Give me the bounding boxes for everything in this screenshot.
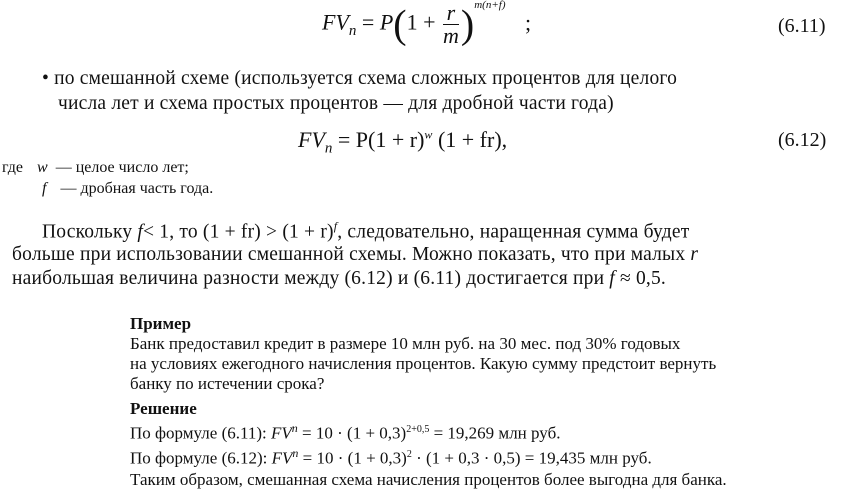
open-paren: ( [393, 1, 407, 47]
exponent-611: m(n+f) [474, 0, 506, 11]
para-var-f2: f [609, 268, 615, 289]
sol2-fv: FV [271, 448, 293, 468]
solution-line-1 [130, 421, 560, 444]
bullet-marker: • [42, 68, 50, 89]
sol1-prefix: По формуле (6.11): [130, 423, 267, 443]
para-var-r: r [690, 244, 699, 265]
formula-612-tail: (1 + fr), [437, 127, 508, 152]
sol1-result: = 19,269 млн руб. [433, 423, 561, 443]
formula-6-11 [322, 2, 531, 47]
where-text-1: — целое число лет; [55, 159, 189, 176]
para-text-1c: , следовательно, наращенная сумма будет [337, 221, 690, 243]
para-text-1b: < 1, то [143, 221, 198, 243]
bullet-text-2: числа лет и схема простых процентов — для дробной части года) [58, 93, 614, 114]
para-inequality: (1 + fr) > (1 + r) [202, 221, 334, 243]
para-text-2: больше при использовании смешанной схемы. Можно показать, что при малых [12, 244, 686, 265]
fraction-denominator: m [443, 23, 459, 48]
para-text-3b: ≈ 0,5. [619, 268, 667, 289]
sol2-exp: 2 [406, 449, 412, 460]
para-line-3 [12, 268, 666, 290]
example-text-2: на условиях ежегодного начисления процентов. Какую сумму предстоит вернуть [130, 354, 717, 373]
fraction-r-over-m [443, 2, 459, 47]
sol2-prefix: По формуле (6.12): [130, 448, 268, 468]
close-paren: ) [460, 1, 475, 47]
equation-number-6-11: (6.11) [778, 15, 826, 37]
bullet-text-1: по смешанной схеме (используется схема сложных процентов для целого [54, 68, 678, 89]
semicolon: ; [524, 9, 532, 35]
equals-sign: = [361, 9, 375, 35]
sol1-expr: = 10 · (1 + 0,3) [302, 423, 407, 443]
example-title: Пример [130, 314, 192, 333]
solution-line-2 [130, 446, 652, 469]
equation-number-6-12: (6.12) [778, 129, 827, 151]
where-var-f: f [42, 180, 47, 197]
where-text-2: — дробная часть года. [60, 180, 214, 197]
where-line-1 [2, 159, 189, 177]
para-var-f: f [137, 221, 144, 243]
sol1-fv: FV [271, 423, 292, 443]
where-prefix: где [2, 159, 24, 176]
sol1-fv-sup: n [291, 421, 298, 435]
fv-subscript-612: n [324, 140, 333, 157]
para-line-2 [12, 244, 698, 266]
where-line-2 [42, 180, 213, 198]
para-text-3a: наибольшая величина разности между (6.12) и (6.11) достигается при [12, 268, 605, 289]
sol2-tail: · (1 + 0,3 · 0,5) = 19,435 млн руб. [416, 448, 652, 468]
formula-612-body: = P(1 + r) [337, 127, 425, 152]
para-exp-f: f [333, 219, 338, 233]
fv-symbol: FV [322, 9, 349, 35]
principal-symbol: P [379, 9, 394, 35]
fraction-numerator: r [443, 2, 459, 25]
fv-symbol-612: FV [298, 127, 325, 152]
example-conclusion: Таким образом, смешанная схема начисления процентов более выгодна для банка. [130, 470, 727, 489]
solution-title: Решение [130, 399, 197, 418]
sol2-fv-sup: n [292, 446, 299, 460]
example-text-3: банку по истечении срока? [130, 374, 325, 393]
fv-subscript: n [348, 22, 357, 39]
bullet-line-1 [42, 68, 677, 90]
one-plus: 1 + [406, 9, 436, 35]
where-var-w: w [37, 159, 48, 176]
sol2-expr: = 10 · (1 + 0,3) [302, 448, 407, 468]
para-text-1a: Поскольку [42, 221, 133, 243]
sol1-exp: 2+0,5 [406, 424, 430, 435]
example-text-1: Банк предоставил кредит в размере 10 млн руб. на 30 мес. под 30% годовых [130, 334, 681, 353]
exponent-w: w [424, 127, 433, 142]
formula-6-12 [298, 127, 507, 157]
para-line-1 [42, 219, 689, 244]
